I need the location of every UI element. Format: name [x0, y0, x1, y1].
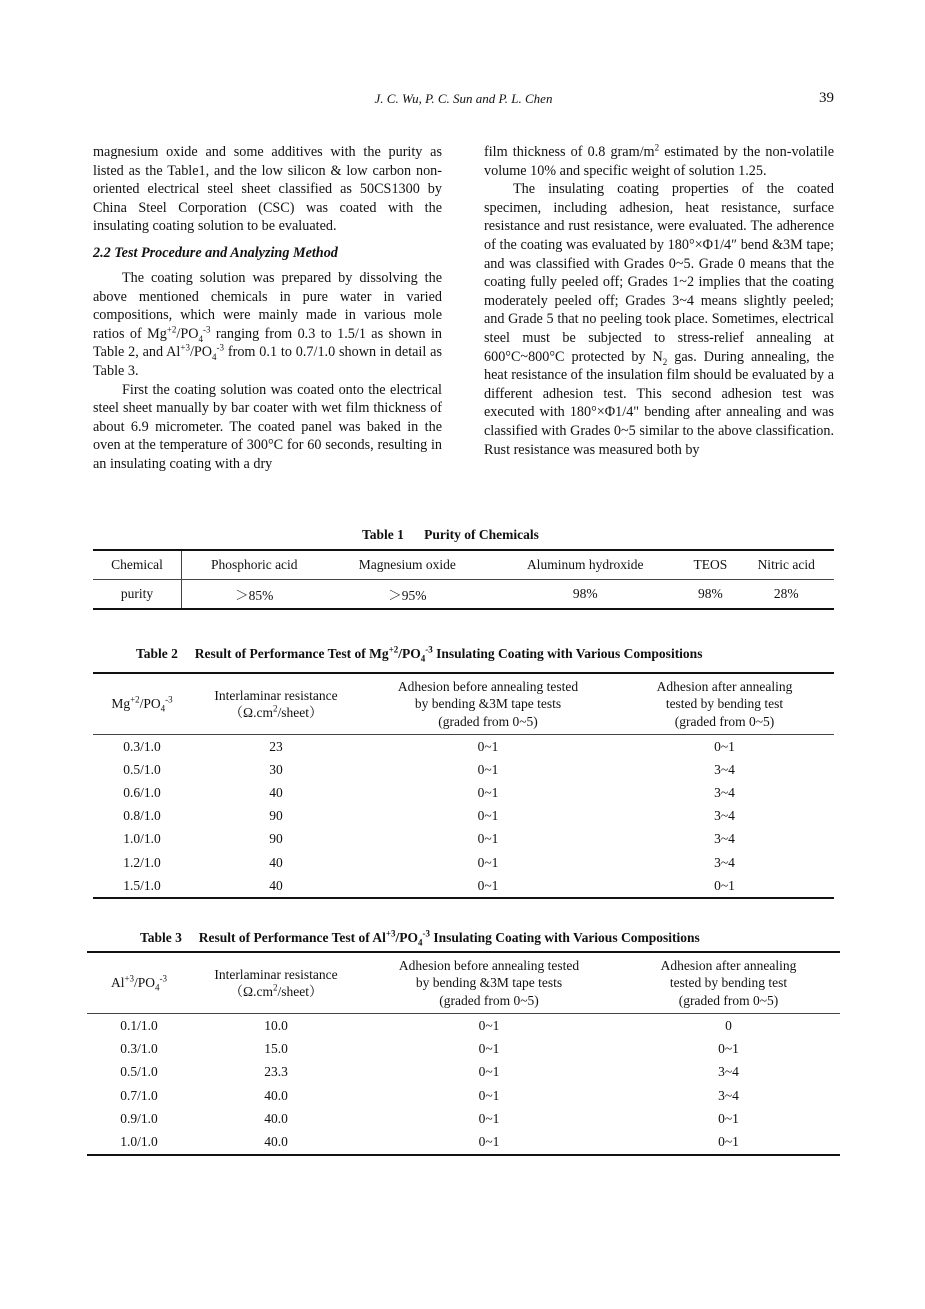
table-header-cell: Interlaminar resistance $(\Omega.cm^2/sheet)$	[191, 952, 361, 1014]
table3	[87, 951, 840, 1156]
right-paragraph-2: The insulating coating properties of the coated specimen, including adhesion, heat resistance, surface resistance and rust resistance, were evaluated. The adherence of the coating was evaluated by 180°×Φ1/4″ bend &3M tape; and was classified with Grades 0~5. Grade 0 means that the coating fully peeled off; Grades 1~2 implies that the coating moderately peeled off; Grades 3~4 means slightly peeled; and Grade 5 that no peeling took place. Sometimes, electrical steel must be subjected to stress-relief annealing at 600°C~800°C protected by $N_2$ gas. During annealing, the heat resistance of the insulation film should be evaluated by a different adhesion test. This second adhesion test was executed with 180°×Φ1/4" bending after annealing and was classified with Grades 0~5 similar to the above classification. Rust resistance was measured both by	[484, 181, 834, 458]
table-row	[93, 758, 834, 781]
table-row	[87, 1130, 840, 1154]
table-cell: 23	[269, 738, 283, 754]
table-header-cell: Magnesium oxide	[327, 550, 489, 580]
table-cell: 0~1	[477, 877, 499, 893]
table1	[93, 549, 834, 610]
table-cell: 0.5/1.0	[123, 761, 161, 777]
left-column	[93, 143, 442, 474]
table-cell: 40	[269, 854, 283, 870]
table-cell: 0	[725, 1017, 732, 1033]
table-row	[93, 735, 834, 759]
table-cell: 28%	[773, 586, 799, 601]
table-cell: 0.5/1.0	[120, 1064, 158, 1080]
table-row	[93, 828, 834, 851]
table-cell: 3~4	[714, 761, 735, 777]
table-cell: 0.7/1.0	[120, 1087, 158, 1103]
table-cell: 23.3	[264, 1064, 288, 1080]
table-cell: 15.0	[264, 1040, 288, 1056]
right-column	[484, 143, 834, 459]
table-cell: 3~4	[714, 808, 735, 824]
table-cell: 0~1	[477, 808, 499, 824]
table-cell: 90	[269, 831, 283, 847]
table-row	[93, 805, 834, 828]
table-cell: 0~1	[477, 784, 499, 800]
table-cell: 0~1	[718, 1110, 739, 1126]
table-cell: 10.0	[264, 1017, 288, 1033]
table-cell: 3~4	[714, 854, 735, 870]
table-cell: 3~4	[714, 784, 735, 800]
left-paragraph-2: The coating solution was prepared by dissolving the above mentioned chemicals in pure water in varied compositions, which were mainly made in various mole ratios of $Mg^{+2}/PO_4^{-3}$ ranging from 0.3 to 1.5/1 as shown in Table 2, and $Al^{+3}/PO_4^{-3}$ from 0.1 to 0.7/1.0 shown in detail as Table 3.	[93, 269, 442, 379]
table-cell: 0.3/1.0	[120, 1040, 158, 1056]
right-paragraph-1: film thickness of 0.8 gram/$m^2$ estimated by the non-volatile volume 10% and specific weight of solution 1.25.	[484, 142, 834, 179]
table2-caption: Table 2 Result of Performance Test of $Mg^{+2}/PO_4^{-3}$ Insulating Coating with Various Compositions	[136, 644, 703, 664]
table-cell: 3~4	[714, 831, 735, 847]
table-header-cell: Adhesion after annealing tested by bending test (graded from 0~5)	[615, 673, 834, 735]
table-cell: 0~1	[478, 1064, 500, 1080]
table-header-cell: TEOS	[682, 550, 738, 580]
left-paragraph-3: First the coating solution was coated onto the electrical steel sheet manually by bar coater with wet film thickness of about 6.9 micrometer. The coated panel was baked in the oven at the temperature of 300°C for 60 seconds, resulting in an insulating coating with a dry	[93, 381, 442, 472]
table-header-cell: $Al^{+3}/PO_4^{-3}$	[87, 952, 191, 1014]
table-row	[93, 874, 834, 898]
table-row	[93, 781, 834, 804]
table-cell: 30	[269, 761, 283, 777]
table-cell: 0~1	[477, 854, 499, 870]
table-cell: 1.0/1.0	[123, 831, 161, 847]
table-cell: 1.5/1.0	[123, 877, 161, 893]
table-header-cell: Nitric acid	[738, 550, 834, 580]
table-cell: 0~1	[478, 1110, 500, 1126]
table-cell: 0.3/1.0	[123, 738, 161, 754]
table1-caption: Table 1 Purity of Chemicals	[362, 527, 539, 542]
table1-header-row	[93, 550, 834, 580]
header-authors: J. C. Wu, P. C. Sun and P. L. Chen	[374, 91, 553, 106]
table-cell: 0~1	[718, 1134, 739, 1150]
table-header-cell: Chemical	[93, 550, 182, 580]
table-cell: 3~4	[718, 1064, 739, 1080]
table-row	[87, 1014, 840, 1038]
table-cell: 98%	[698, 586, 723, 601]
table-cell: 1.2/1.0	[123, 854, 161, 870]
table3-header-row	[87, 952, 840, 1014]
table-row	[93, 580, 834, 610]
table-cell: 0~1	[477, 761, 499, 777]
table-row	[93, 851, 834, 874]
table-header-cell: $Mg^{+2}/PO_4^{-3}$	[93, 673, 191, 735]
page-number: 39	[819, 90, 834, 106]
table-cell: ＞85%	[235, 588, 274, 603]
table-row	[87, 1107, 840, 1130]
table-row	[87, 1084, 840, 1107]
table-row	[87, 1037, 840, 1060]
table3-caption: Table 3 Result of Performance Test of $Al^{+3}/PO_4^{-3}$ Insulating Coating with Various Compositions	[140, 928, 700, 948]
left-paragraph-1: magnesium oxide and some additives with the purity as listed as the Table1, and the low silicon & low carbon non-oriented electrical steel sheet classified as 50CS1300 by China Steel Corporation (CSC) was coated with the insulating coating solution to be evaluated.	[93, 144, 442, 235]
table-row	[87, 1061, 840, 1084]
table2	[93, 672, 834, 899]
running-header	[93, 90, 834, 110]
table-cell: 40.0	[264, 1134, 288, 1150]
table-cell: 0.6/1.0	[123, 784, 161, 800]
table-cell: 0~1	[714, 877, 735, 893]
table-header-cell: Phosphoric acid	[182, 550, 327, 580]
table-cell: 0~1	[718, 1040, 739, 1056]
table-cell: 0~1	[478, 1040, 500, 1056]
table-cell: 40.0	[264, 1087, 288, 1103]
table-cell: 40	[269, 784, 283, 800]
table-cell: 0~1	[477, 738, 499, 754]
table-header-cell: Adhesion after annealing tested by bending test (graded from 0~5)	[617, 952, 840, 1014]
table-header-cell: Aluminum hydroxide	[488, 550, 682, 580]
table-cell: 0.9/1.0	[120, 1110, 158, 1126]
table-cell: 98%	[572, 586, 598, 601]
table-cell: 0.1/1.0	[120, 1017, 158, 1033]
table-cell: 3~4	[718, 1087, 739, 1103]
table-cell: 40.0	[264, 1110, 288, 1126]
table-header-cell: Interlaminar resistance $(\Omega.cm^2/sheet)$	[191, 673, 361, 735]
table-cell: 40	[269, 877, 283, 893]
section-heading: 2.2 Test Procedure and Analyzing Method	[93, 244, 338, 261]
table-cell: 0~1	[478, 1017, 500, 1033]
table2-header-row	[93, 673, 834, 735]
table-header-cell: Adhesion before annealing tested by bending &3M tape tests (graded from 0~5)	[361, 952, 617, 1014]
table-cell: 0~1	[477, 831, 499, 847]
table-cell: ＞95%	[388, 588, 427, 603]
table-cell: 0.8/1.0	[123, 808, 161, 824]
table-header-cell: Adhesion before annealing tested by bending &3M tape tests (graded from 0~5)	[361, 673, 615, 735]
table-cell: 1.0/1.0	[120, 1134, 158, 1150]
table-cell: 0~1	[478, 1087, 500, 1103]
table-cell: purity	[93, 580, 182, 610]
table-cell: 90	[269, 808, 283, 824]
table-cell: 0~1	[478, 1134, 500, 1150]
table-cell: 0~1	[714, 738, 735, 754]
